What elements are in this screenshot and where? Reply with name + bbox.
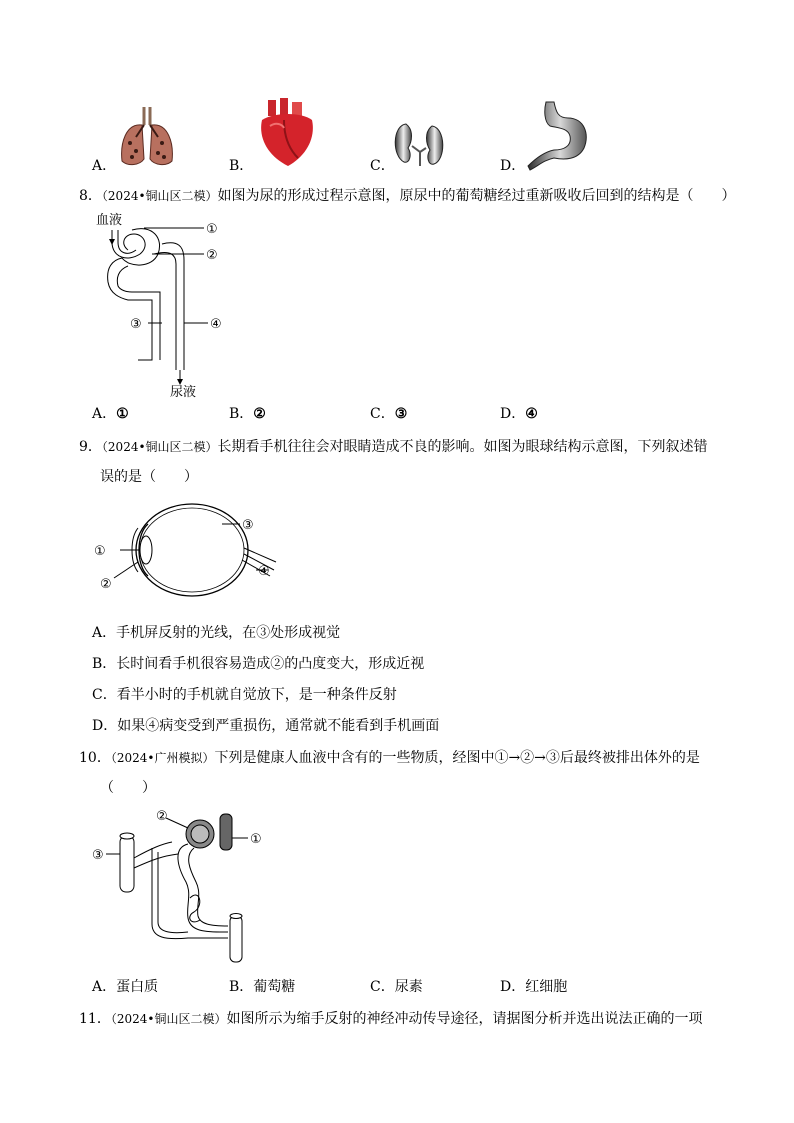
q10-option-d[interactable] — [500, 976, 567, 996]
question-number: 11． — [79, 1011, 111, 1027]
marker-4: ④ — [258, 564, 270, 579]
q8-option-c[interactable] — [370, 403, 407, 423]
option-letter: D． — [500, 406, 526, 422]
option-letter: B． — [92, 656, 117, 672]
option-text: 尿素 — [394, 979, 423, 995]
marker-1: ① — [250, 832, 262, 847]
option-letter: B． — [229, 158, 254, 174]
kidneys-icon — [390, 122, 448, 168]
marker-1: ① — [94, 544, 106, 559]
option-text: ④ — [525, 406, 538, 422]
marker-3: ③ — [242, 518, 254, 533]
marker-3: ③ — [92, 848, 104, 863]
option-letter: A． — [92, 406, 117, 422]
option-text: 长时间看手机很容易造成②的凸度变大，形成近视 — [116, 656, 425, 672]
marker-2: ② — [156, 809, 168, 824]
option-text: 红细胞 — [525, 979, 568, 995]
label-urine: 尿液 — [170, 385, 197, 400]
option-letter: A． — [92, 979, 117, 995]
question-number: 8． — [79, 188, 102, 204]
question-number: 9． — [79, 439, 102, 455]
option-letter: C． — [370, 406, 395, 422]
question-text: 如图为尿的形成过程示意图，原尿中的葡萄糖经过重新吸收后回到的结构是（ ） — [217, 188, 736, 204]
eyeball-diagram — [92, 498, 282, 598]
q9-option-b[interactable] — [92, 653, 424, 673]
option-letter: A． — [92, 158, 117, 174]
option-letter: B． — [229, 979, 254, 995]
q10-option-c[interactable] — [370, 976, 423, 996]
stomach-icon — [524, 100, 592, 172]
marker-4: ④ — [210, 317, 222, 332]
q7-option-a[interactable] — [92, 155, 116, 175]
option-text: 蛋白质 — [116, 979, 159, 995]
q9-stem-line2: 误的是（ ） — [100, 469, 198, 485]
q9-option-a[interactable] — [92, 622, 340, 642]
q10-stem-line2: （ ） — [100, 780, 156, 796]
q8-stem — [79, 185, 736, 205]
option-letter: D． — [92, 718, 118, 734]
option-text: 手机屏反射的光线，在③处形成视觉 — [116, 625, 341, 641]
q10-option-a[interactable] — [92, 976, 158, 996]
q10-stem-line1 — [79, 747, 700, 767]
q9-option-c[interactable] — [92, 684, 397, 704]
q11-stem — [79, 1008, 702, 1028]
q7-option-d[interactable] — [500, 155, 525, 175]
question-text: 下列是健康人血液中含有的一些物质，经图中①→②→③后最终被排出体外的是 — [214, 750, 700, 766]
q7-option-b[interactable] — [229, 155, 253, 175]
option-text: ① — [116, 406, 129, 422]
question-number: 10． — [79, 750, 111, 766]
q10-option-b[interactable] — [229, 976, 295, 996]
q9-stem-line1 — [79, 436, 708, 456]
marker-2: ② — [206, 248, 218, 263]
option-text: 葡萄糖 — [253, 979, 296, 995]
q9-option-d[interactable] — [92, 715, 439, 735]
option-letter: A． — [92, 625, 117, 641]
option-letter: D． — [500, 979, 526, 995]
option-text: ② — [253, 406, 266, 422]
option-letter: B． — [229, 406, 254, 422]
q8-option-a[interactable] — [92, 403, 129, 423]
option-text: 看半小时的手机就自觉放下，是一种条件反射 — [116, 687, 397, 703]
option-letter: C． — [370, 158, 395, 174]
question-text: 长期看手机往往会对眼睛造成不良的影响。如图为眼球结构示意图，下列叙述错 — [217, 439, 708, 455]
option-letter: D． — [500, 158, 526, 174]
lungs-icon — [116, 103, 178, 169]
marker-1: ① — [206, 222, 218, 237]
question-source: （2024•广州模拟） — [110, 751, 215, 765]
option-letter: C． — [370, 979, 395, 995]
nephron-detail-diagram — [92, 808, 272, 964]
question-source: （2024•铜山区二模） — [101, 189, 218, 203]
q8-option-d[interactable] — [500, 403, 538, 423]
option-text: ③ — [394, 406, 408, 422]
question-source: （2024•铜山区二模） — [101, 440, 218, 454]
option-text: 如果④病变受到严重损伤，通常就不能看到手机画面 — [117, 718, 440, 734]
question-text: 如图所示为缩手反射的神经冲动传导途径，请据图分析并选出说法正确的一项 — [226, 1011, 703, 1027]
heart-icon — [254, 98, 320, 170]
q8-option-b[interactable] — [229, 403, 266, 423]
marker-3: ③ — [130, 317, 142, 332]
option-letter: C． — [92, 687, 117, 703]
label-blood: 血液 — [96, 213, 123, 228]
question-source: （2024•铜山区二模） — [110, 1012, 227, 1026]
marker-2: ② — [100, 577, 112, 592]
nephron-diagram — [92, 210, 242, 400]
